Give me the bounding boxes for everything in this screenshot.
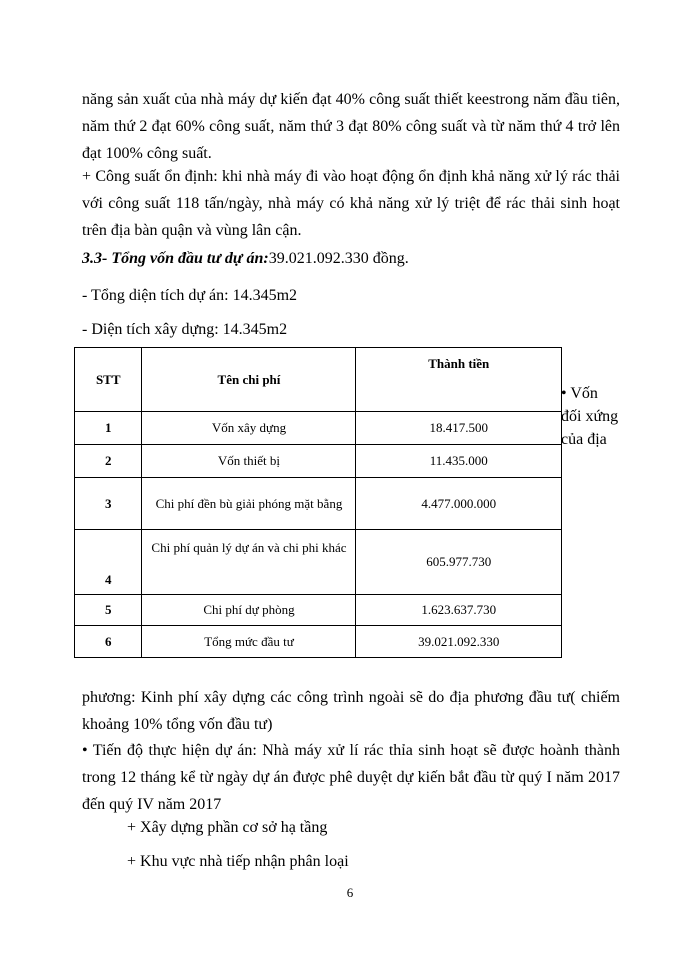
row-stt: 5 <box>75 595 142 626</box>
row-stt: 6 <box>75 626 142 658</box>
header-stt: STT <box>75 348 142 412</box>
row-amount: 11.435.000 <box>356 445 562 478</box>
row-name <box>142 530 356 595</box>
row-name <box>142 445 356 478</box>
section-heading <box>82 245 620 272</box>
row-name <box>142 478 356 530</box>
row-amount: 4.477.000.000 <box>356 478 562 530</box>
bullet-item-reception-area: + Khu vực nhà tiếp nhận phân loại <box>127 853 349 870</box>
header-name: Tên chi phí <box>142 348 356 412</box>
cost-table <box>74 347 562 658</box>
row-amount: 605.977.730 <box>356 530 562 595</box>
row-stt: 1 <box>75 412 142 445</box>
built-area-line: - Diện tích xây dựng: 14.345m2 <box>82 321 288 338</box>
table-row <box>75 478 562 530</box>
paragraph-stable-capacity: + Công suất ổn định: khi nhà máy đi vào hoạt động ổn định khả năng xử lý rác thải với công suất 118 tấn/ngày, nhà máy có khả năng xử lý triệt để rác thải sinh hoạt trên địa bàn quận và vùng lân cận. <box>82 168 620 239</box>
table-header-row <box>75 348 562 412</box>
row-name <box>142 595 356 626</box>
table-row <box>75 412 562 445</box>
row-stt: 3 <box>75 478 142 530</box>
paragraph-local-funding: phương: Kinh phí xây dựng các công trình ngoài sẽ do địa phương đầu tư( chiếm khoảng 10% tổng vốn đầu tư) <box>82 689 620 733</box>
page-number: 6 <box>346 885 354 900</box>
section-heading-value: 39.021.092.330 đồng. <box>268 250 409 267</box>
table-row <box>75 445 562 478</box>
row-amount: 1.623.637.730 <box>356 595 562 626</box>
section-heading-label: 3.3- Tổng vốn đầu tư dự án: <box>82 250 269 267</box>
row-amount: 39.021.092.330 <box>356 626 562 658</box>
total-area-line: - Tổng diện tích dự án: 14.345m2 <box>82 287 298 304</box>
row-stt: 2 <box>75 445 142 478</box>
row-amount: 18.417.500 <box>356 412 562 445</box>
row-name-text: Vốn thiết bị <box>217 453 281 468</box>
row-name-text: Vốn xây dựng <box>211 420 287 435</box>
row-stt: 4 <box>75 530 142 595</box>
header-amount: Thành tiền <box>356 348 562 412</box>
row-name-text: Chi phí đền bù giải phóng mặt bằng <box>155 495 343 511</box>
side-note: • Vốn đối xứng của địa <box>561 385 619 448</box>
row-name <box>142 412 356 445</box>
table-row <box>75 530 562 595</box>
row-name-text: Tổng mức đầu tư <box>204 633 294 649</box>
row-name-text: Chi phí quản lý dự án và chi phi khác <box>151 540 347 555</box>
paragraph-progress: • Tiến độ thực hiện dự án: Nhà máy xử lí rác thỉa sinh hoạt sẽ được hoành thành trong 12 tháng kể từ ngày dự án được phê duyệt dự kiến bắt đầu từ quý I năm 2017 đến quý IV năm 2017 <box>82 742 620 813</box>
bullet-item-infrastructure: + Xây dựng phần cơ sở hạ tầng <box>127 819 328 836</box>
row-name <box>142 626 356 658</box>
table-row <box>75 595 562 626</box>
table-row <box>75 626 562 658</box>
paragraph-capacity-growth: năng sản xuất của nhà máy dự kiến đạt 40% công suất thiết keestrong năm đầu tiên, năm thứ 2 đạt 60% công suất, năm thứ 3 đạt 80% công suất và từ năm thứ 4 trở lên đạt 100% công suất. <box>82 91 620 162</box>
row-name-text: Chi phí dự phòng <box>203 602 295 617</box>
